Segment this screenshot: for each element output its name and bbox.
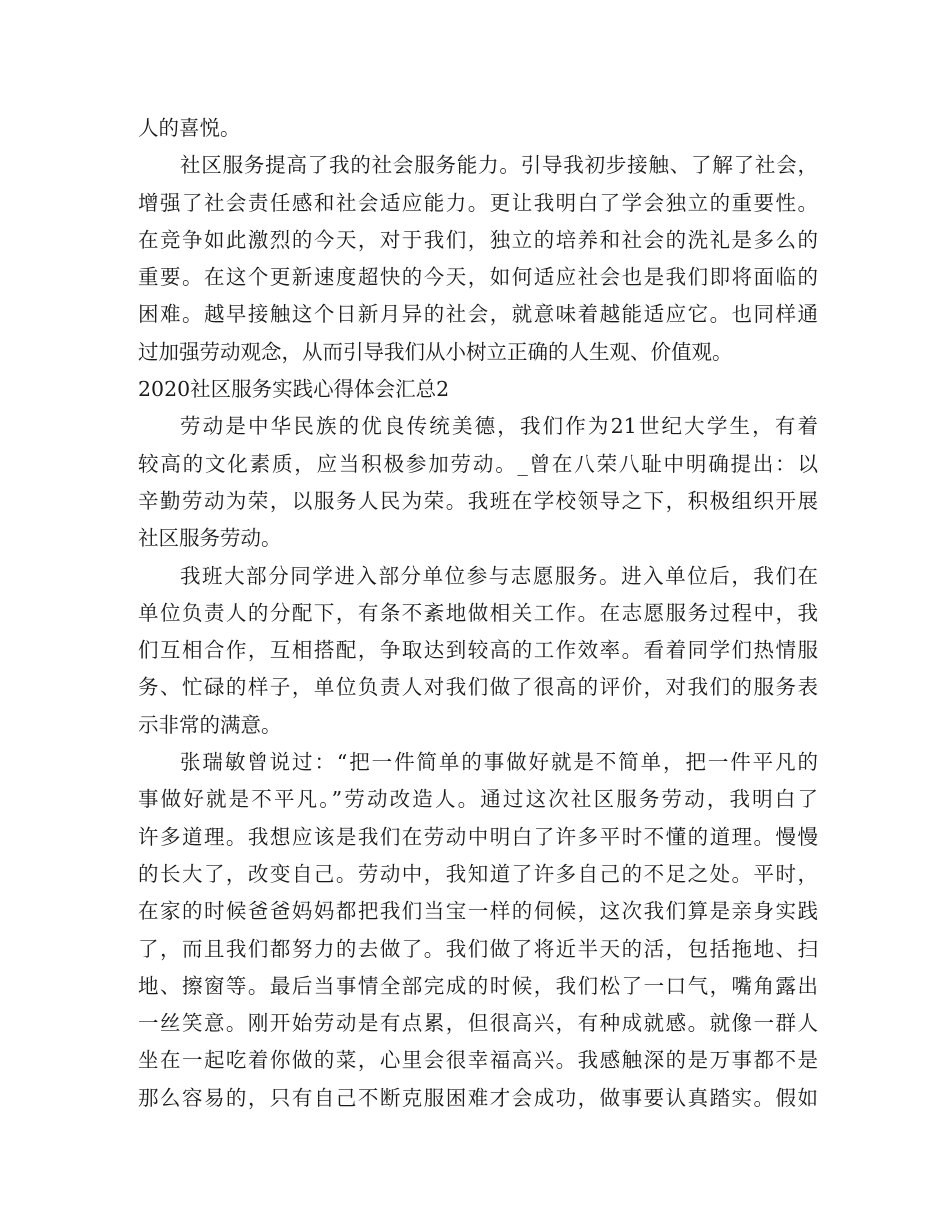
paragraph-line: 我班大部分同学进入部分单位参与志愿服务。进入单位后，我们在	[180, 563, 818, 588]
paragraph-line: 人的喜悦。	[138, 116, 241, 140]
paragraph-line: 务、忙碌的样子，单位负责人对我们做了很高的评价，对我们的服务表	[138, 675, 818, 700]
document-body	[138, 110, 818, 1117]
paragraph-line: 劳动是中华民族的优良传统美德，我们作为21世纪大学生，有着	[180, 414, 818, 439]
paragraph-line: 张瑞敏曾说过：“把一件简单的事做好就是不简单，把一件平凡的	[180, 750, 818, 775]
paragraph-line: 辛勤劳动为荣，以服务人民为荣。我班在学校领导之下，积极组织开展	[138, 488, 818, 513]
paragraph-line: 地、擦窗等。最后当事情全部完成的时候，我们松了一口气，嘴角露出	[138, 973, 818, 998]
paragraph-line: 的长大了，改变自己。劳动中，我知道了许多自己的不足之处。平时，	[138, 861, 818, 886]
paragraph-line: 社区服务提高了我的社会服务能力。引导我初步接触、了解了社会，	[180, 153, 818, 178]
paragraph-line: 在竞争如此激烈的今天，对于我们，独立的培养和社会的洗礼是多么的	[138, 227, 818, 252]
paragraph-line: 过加强劳动观念，从而引导我们从小树立正确的人生观、价值观。	[138, 339, 733, 364]
section-heading: 2020社区服务实践心得体会汇总2	[138, 377, 450, 402]
paragraph-line: 事做好就是不平凡。”劳动改造人。通过这次社区服务劳动，我明白了	[138, 787, 818, 812]
paragraph-line: 困难。越早接触这个日新月异的社会，就意味着越能适应它。也同样通	[138, 302, 818, 327]
paragraph-line: 了，而且我们都努力的去做了。我们做了将近半天的活，包括拖地、扫	[138, 936, 818, 961]
paragraph-line: 增强了社会责任感和社会适应能力。更让我明白了学会独立的重要性。	[138, 190, 818, 215]
paragraph-line: 们互相合作，互相搭配，争取达到较高的工作效率。看着同学们热情服	[138, 638, 818, 663]
paragraph-line: 那么容易的，只有自己不断克服困难才会成功，做事要认真踏实。假如	[138, 1085, 818, 1110]
paragraph-line: 单位负责人的分配下，有条不紊地做相关工作。在志愿服务过程中，我	[138, 600, 818, 625]
paragraph-line: 示非常的满意。	[138, 712, 282, 737]
paragraph-line: 许多道理。我想应该是我们在劳动中明白了许多平时不懂的道理。慢慢	[138, 824, 818, 849]
paragraph-line: 在家的时候爸爸妈妈都把我们当宝一样的伺候，这次我们算是亲身实践	[138, 899, 818, 924]
paragraph-line: 重要。在这个更新速度超快的今天，如何适应社会也是我们即将面临的	[138, 265, 818, 290]
paragraph-line: 一丝笑意。刚开始劳动是有点累，但很高兴，有种成就感。就像一群人	[138, 1011, 818, 1036]
paragraph-line: 坐在一起吃着你做的菜，心里会很幸福高兴。我感触深的是万事都不是	[138, 1048, 818, 1073]
paragraph-line: 较高的文化素质，应当积极参加劳动。_曾在八荣八耻中明确提出：以	[138, 451, 818, 476]
paragraph-line: 社区服务劳动。	[138, 526, 282, 551]
